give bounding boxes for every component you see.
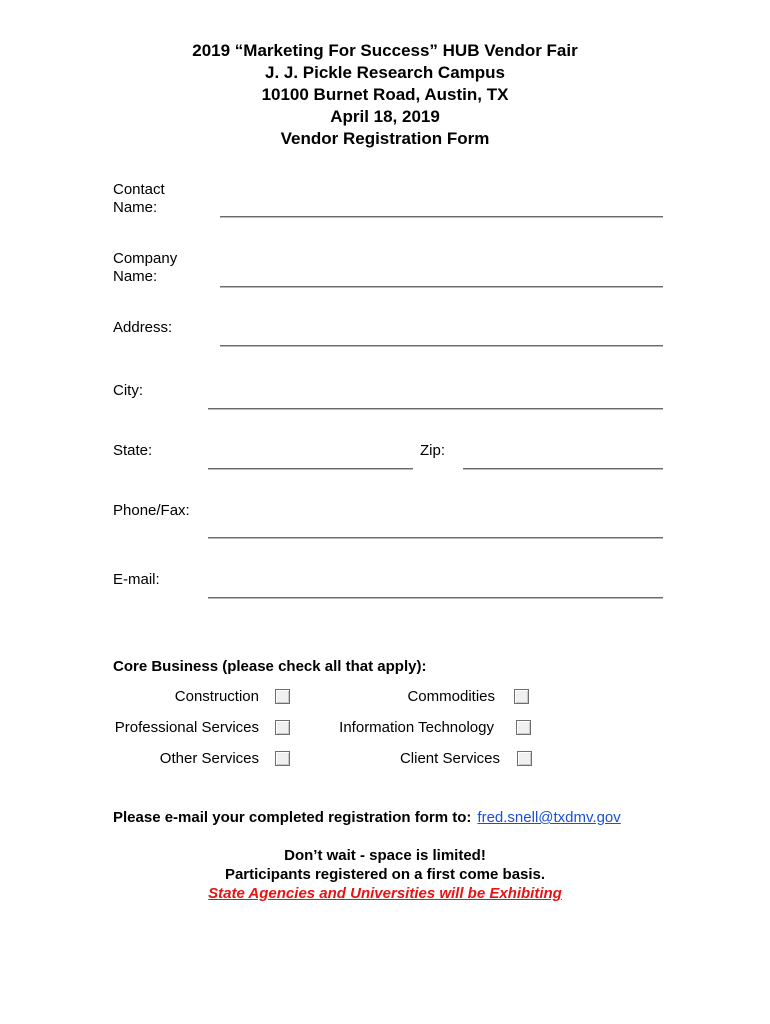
venue-address: 10100 Burnet Road, Austin, TX bbox=[261, 85, 509, 104]
other-services-checkbox[interactable] bbox=[275, 751, 290, 766]
contact-name-label-line2: Name: bbox=[113, 199, 158, 216]
client-services-label: Client Services bbox=[399, 750, 500, 767]
contact-name-label bbox=[113, 181, 165, 217]
company-name-label-line2: Name: bbox=[113, 268, 158, 285]
construction-label: Construction bbox=[174, 688, 259, 705]
commodities-checkbox[interactable] bbox=[514, 689, 529, 704]
phone-fax-label: Phone/Fax: bbox=[113, 502, 190, 519]
venue-name: J. J. Pickle Research Campus bbox=[264, 63, 506, 82]
footer-line-2: Participants registered on a first come basis. bbox=[224, 866, 546, 883]
information-technology-checkbox[interactable] bbox=[516, 720, 531, 735]
address-label: Address: bbox=[113, 319, 173, 336]
submit-email-link[interactable]: fred.snell@txdmv.gov bbox=[477, 809, 621, 826]
form-header bbox=[0, 40, 770, 150]
email-field[interactable] bbox=[208, 597, 663, 599]
email-label: E-mail: bbox=[113, 571, 160, 588]
footer-line-1: Don’t wait - space is limited! bbox=[284, 847, 486, 864]
contact-name-field[interactable] bbox=[220, 216, 663, 218]
event-date: April 18, 2019 bbox=[330, 107, 440, 126]
contact-name-label-line1: Contact bbox=[113, 181, 165, 198]
information-technology-label: Information Technology bbox=[339, 719, 494, 736]
submit-instructions bbox=[113, 809, 621, 827]
company-name-label bbox=[113, 250, 177, 286]
event-title: 2019 “Marketing For Success” HUB Vendor Fair bbox=[192, 41, 578, 60]
state-label: State: bbox=[113, 442, 153, 459]
commodities-label: Commodities bbox=[407, 688, 495, 705]
state-field[interactable] bbox=[208, 468, 413, 470]
core-business-title: Core Business (please check all that apply): bbox=[113, 658, 427, 675]
construction-checkbox[interactable] bbox=[275, 689, 290, 704]
client-services-checkbox[interactable] bbox=[517, 751, 532, 766]
professional-services-label: Professional Services bbox=[114, 719, 259, 736]
phone-fax-field[interactable] bbox=[208, 537, 663, 539]
city-field[interactable] bbox=[208, 408, 663, 410]
zip-label: Zip: bbox=[420, 442, 446, 459]
company-name-field[interactable] bbox=[220, 286, 663, 288]
footer-line-3: State Agencies and Universities will be Exhibiting bbox=[208, 885, 562, 902]
form-title: Vendor Registration Form bbox=[280, 129, 490, 148]
other-services-label: Other Services bbox=[159, 750, 259, 767]
zip-field[interactable] bbox=[463, 468, 663, 470]
address-field[interactable] bbox=[220, 345, 663, 347]
submit-text: Please e-mail your completed registration form to: bbox=[113, 809, 472, 826]
company-name-label-line1: Company bbox=[113, 250, 178, 267]
city-label: City: bbox=[113, 382, 143, 399]
professional-services-checkbox[interactable] bbox=[275, 720, 290, 735]
